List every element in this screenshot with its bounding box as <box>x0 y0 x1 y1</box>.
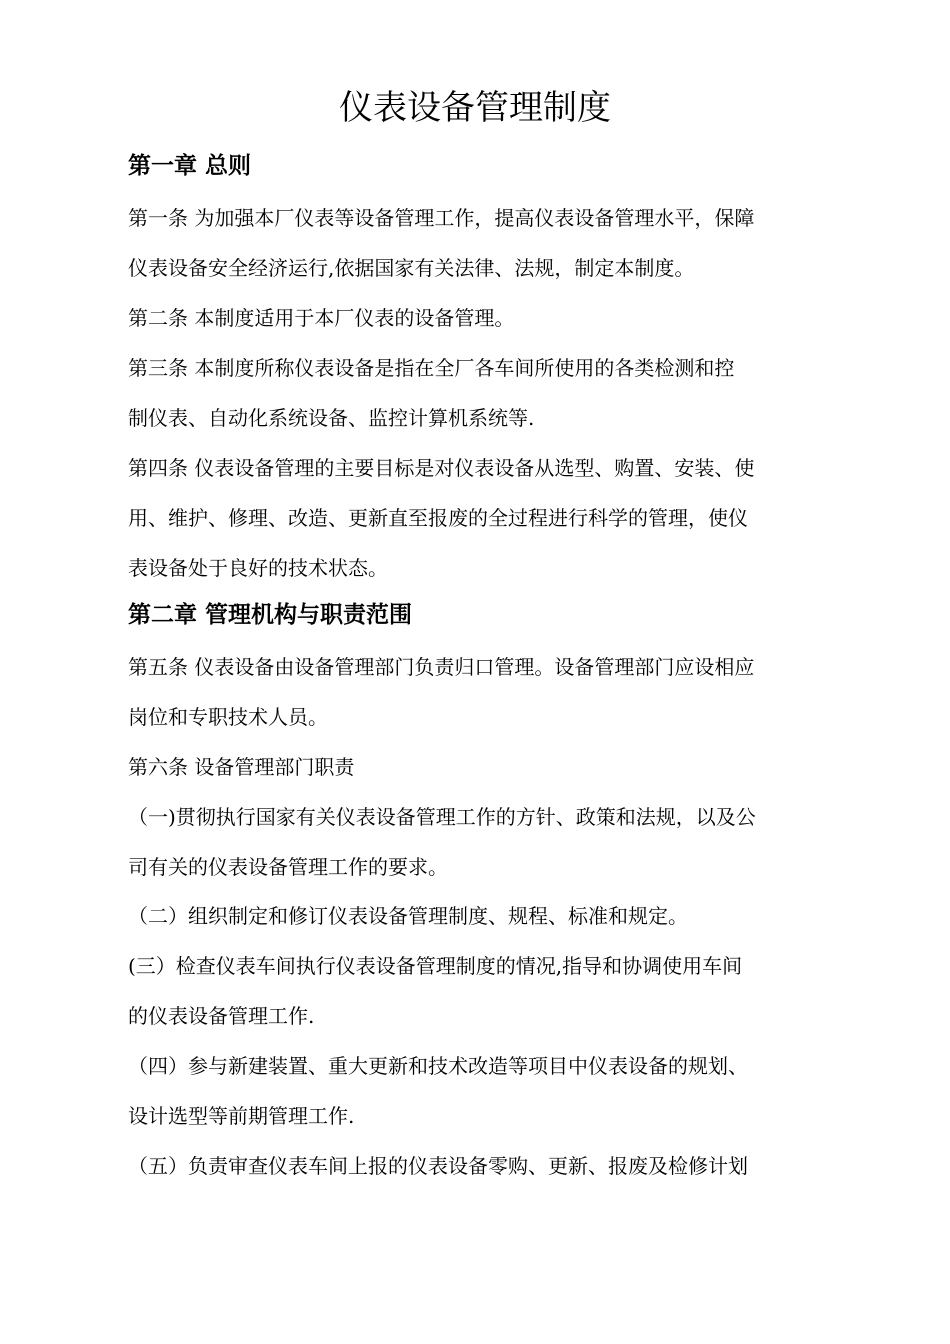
duty-3-line-1: (三）检查仪表车间执行仪表设备管理制度的情况,指导和协调使用车间 <box>128 954 743 978</box>
article-2-line-1: 第二条 本制度适用于本厂仪表的设备管理。 <box>128 306 515 330</box>
duty-4-line-2: 设计选型等前期管理工作. <box>128 1104 355 1128</box>
article-4-line-3: 表设备处于良好的技术状态。 <box>128 556 388 580</box>
duty-1-line-1: （一)贯彻执行国家有关仪表设备管理工作的方针、政策和法规，以及公 <box>128 805 756 829</box>
duty-2-line-1: （二）组织制定和修订仪表设备管理制度、规程、标准和规定。 <box>128 904 688 928</box>
article-6-line-1: 第六条 设备管理部门职责 <box>128 755 355 779</box>
article-1-line-1: 第一条 为加强本厂仪表等设备管理工作，提高仪表设备管理水平，保障 <box>128 206 755 230</box>
article-3-line-1: 第三条 本制度所称仪表设备是指在全厂各车间所使用的各类检测和控 <box>128 356 735 380</box>
article-3-line-2: 制仪表、自动化系统设备、监控计算机系统等. <box>128 406 535 430</box>
article-4-line-1: 第四条 仪表设备管理的主要目标是对仪表设备从选型、购置、安装、使 <box>128 456 755 480</box>
article-1-line-2: 仪表设备安全经济运行,依据国家有关法律、法规，制定本制度。 <box>128 256 695 280</box>
document-title: 仪表设备管理制度 <box>339 88 611 128</box>
article-5-line-1: 第五条 仪表设备由设备管理部门负责归口管理。设备管理部门应设相应 <box>128 655 755 679</box>
duty-3-line-2: 的仪表设备管理工作. <box>128 1004 315 1028</box>
article-4-line-2: 用、维护、修理、改造、更新直至报废的全过程进行科学的管理，使仪 <box>128 506 748 530</box>
duty-5-line-1: （五）负责审查仪表车间上报的仪表设备零购、更新、报废及检修计划 <box>128 1154 748 1178</box>
duty-4-line-1: （四）参与新建装置、重大更新和技术改造等项目中仪表设备的规划、 <box>128 1054 748 1078</box>
chapter-1-heading: 第一章 总则 <box>128 153 252 179</box>
duty-1-line-2: 司有关的仪表设备管理工作的要求。 <box>128 855 448 879</box>
chapter-2-heading: 第二章 管理机构与职责范围 <box>128 602 413 628</box>
article-5-line-2: 岗位和专职技术人员。 <box>128 705 328 729</box>
